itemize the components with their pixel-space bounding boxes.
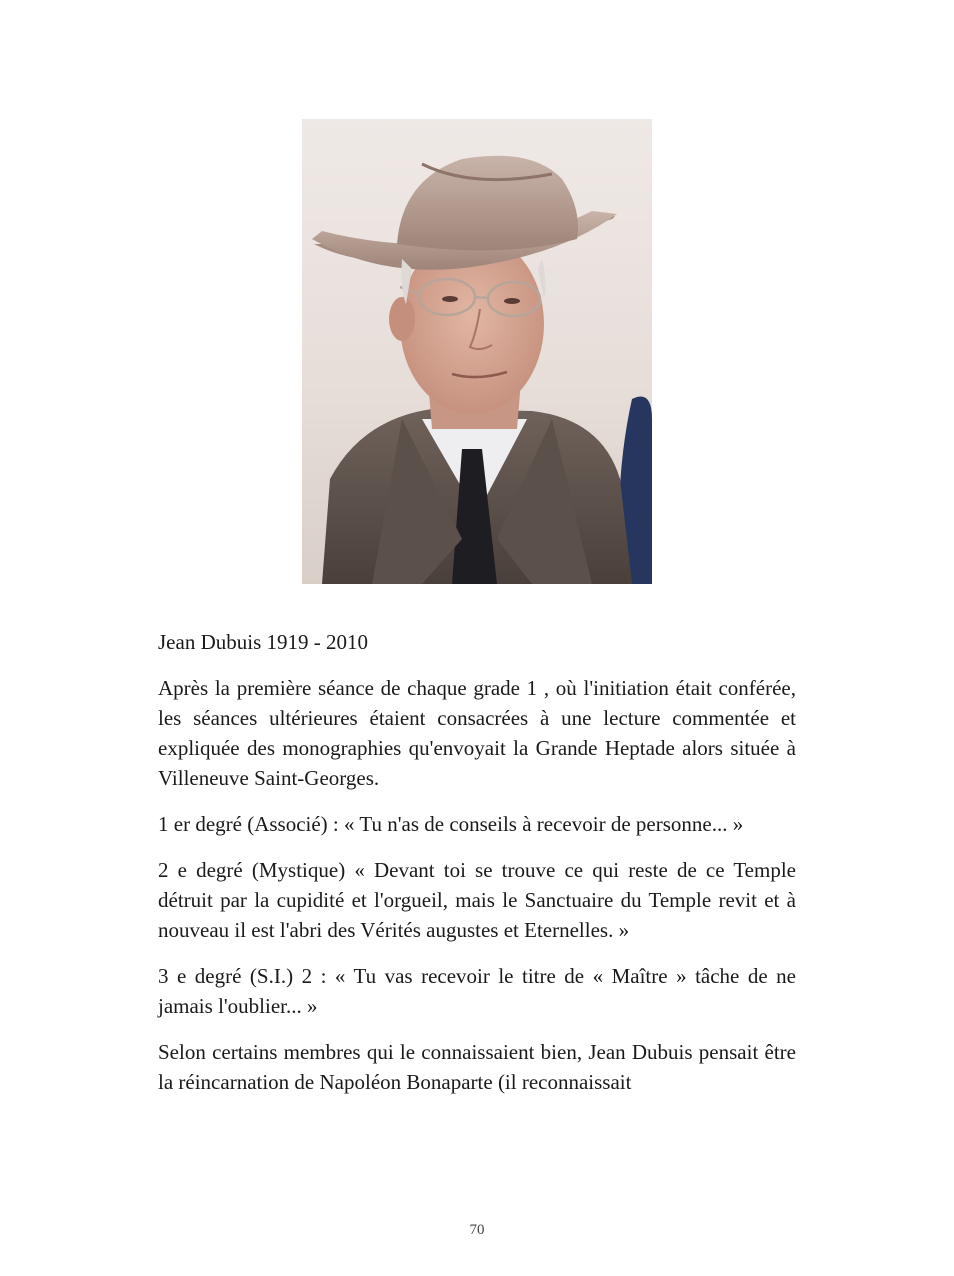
paragraph-degree-3: 3 e degré (S.I.) 2 : « Tu vas recevoir le titre de « Maître » tâche de ne jamais l'oublier... » bbox=[158, 964, 796, 1018]
article-body bbox=[158, 627, 796, 1113]
photo-caption: Jean Dubuis 1919 - 2010 bbox=[158, 630, 368, 654]
paragraph-napoleon: Selon certains membres qui le connaissaient bien, Jean Dubuis pensait être la réincarnation de Napoléon Bonaparte (il reconnaissait bbox=[158, 1040, 796, 1094]
paragraph-degree-1: 1 er degré (Associé) : « Tu n'as de conseils à recevoir de personne... » bbox=[158, 812, 744, 836]
paragraph-degree-2: 2 e degré (Mystique) « Devant toi se trouve ce qui reste de ce Temple détruit par la cupidité et l'orgueil, mais le Sanctuaire du Temple revit et à nouveau il est l'abri des Vérités augustes et Eternelles. » bbox=[158, 858, 796, 942]
page-number: 70 bbox=[469, 1222, 485, 1238]
portrait-photo bbox=[302, 119, 652, 584]
portrait-image bbox=[302, 119, 652, 584]
paragraph-intro: Après la première séance de chaque grade 1 , où l'initiation était conférée, les séances ultérieures étaient consacrées à une lecture commentée et expliquée des monographies qu'envoyait la Grande Heptade alors située à Villeneuve Saint-Georges. bbox=[158, 676, 796, 790]
